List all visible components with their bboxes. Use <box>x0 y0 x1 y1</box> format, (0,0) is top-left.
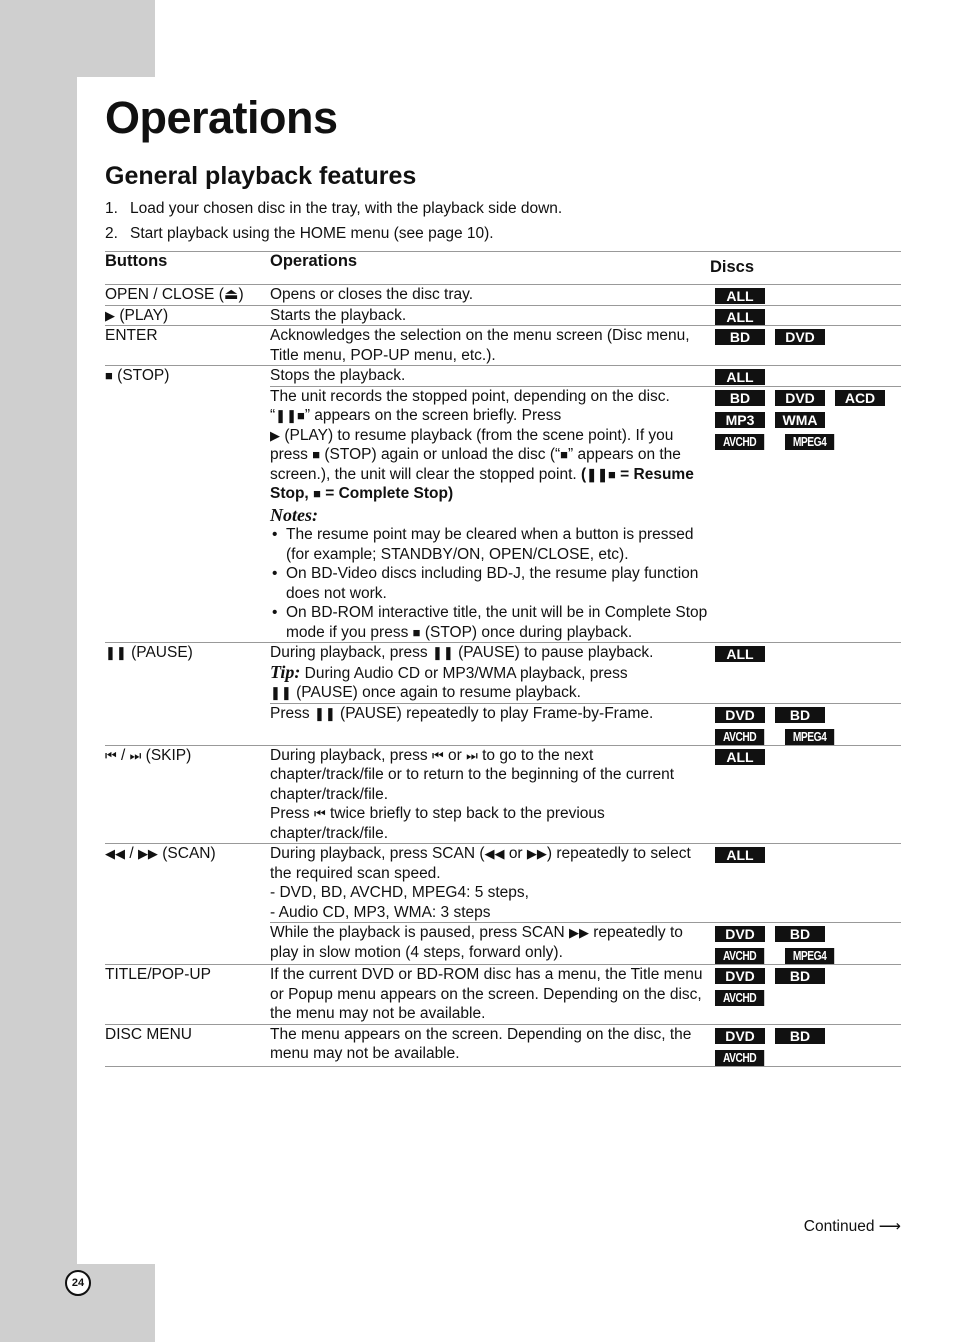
button-label: (STOP) <box>117 367 170 384</box>
button-label: (SCAN) <box>162 845 216 862</box>
disc-badge: ALL <box>715 749 765 765</box>
operation-cell <box>270 745 710 844</box>
text: During playback, press SCAN ( <box>270 845 485 862</box>
text: (PAUSE) once again to resume playback. <box>296 684 581 701</box>
operations-table <box>105 251 901 1067</box>
disc-badge: ALL <box>715 646 765 662</box>
pause-icon: ❚❚ <box>431 645 454 660</box>
table-row-title-popup <box>105 965 901 1025</box>
disc-badge: DVD <box>715 968 765 984</box>
button-cell: OPEN / CLOSE (⏏) <box>105 285 270 306</box>
disc-badge: BD <box>775 926 825 942</box>
text: ” appears on the screen.), the unit will clear the stopped point. <box>270 446 681 483</box>
table-row-play <box>105 305 901 326</box>
disc-badge: ALL <box>715 309 765 325</box>
resume-stop-icon: ❚❚■ <box>275 408 305 423</box>
table-row-disc-menu <box>105 1024 901 1066</box>
disc-badge: DVD <box>775 329 825 345</box>
page-title: Operations <box>105 92 338 143</box>
text: ) repeatedly to select the required scan speed. <box>270 845 691 882</box>
disc-badge: MPEG4 <box>785 434 834 450</box>
operation-cell <box>270 643 710 704</box>
discs-cell <box>710 285 901 306</box>
notes-heading: Notes: <box>270 504 318 525</box>
disc-badge: DVD <box>715 707 765 723</box>
text: ( <box>581 465 587 483</box>
stop-icon: ■ <box>412 624 421 640</box>
operation-cell: Stops the playback. <box>270 367 406 384</box>
step-number: 1. <box>105 200 118 217</box>
text: / <box>129 845 134 862</box>
header-operations: Operations <box>270 252 710 285</box>
discs-cell <box>710 305 901 326</box>
pause-icon: ❚❚ <box>105 645 127 660</box>
disc-badge: AVCHD <box>715 434 764 450</box>
table-header-row <box>105 252 901 285</box>
skip-back-icon: ⏮ <box>105 747 117 763</box>
disc-badge: ALL <box>715 288 765 304</box>
step-item <box>105 199 562 224</box>
discs-cell <box>710 643 901 704</box>
disc-badge: BD <box>775 707 825 723</box>
table-row-scan <box>105 844 901 923</box>
text: Continued <box>803 1218 875 1235</box>
button-label: (SKIP) <box>145 746 192 764</box>
text: (PLAY) to resume playback (from the scene point). If you press <box>270 426 674 463</box>
button-cell <box>105 844 270 965</box>
text: (STOP) again or unload the disc (“ <box>324 446 561 463</box>
fast-forward-icon: ▶▶ <box>526 846 547 861</box>
play-icon: ▶ <box>270 427 280 443</box>
header-discs: Discs <box>710 252 901 285</box>
skip-back-icon: ⏮ <box>313 806 326 821</box>
list-item: • The resume point may be cleared when a button is pressed (for example; STANDBY/ON, OPEN/CLOSE, etc). <box>270 525 710 564</box>
text: repeatedly to play in slow motion (4 steps, forward only). <box>270 924 683 961</box>
notes-list <box>270 525 710 642</box>
text: The unit records the stopped point, depending on the disc. “ <box>270 387 670 424</box>
table-row-open-close <box>105 285 901 306</box>
text: to go to the next chapter/track/file or to return to the beginning of the current chapter/track/file. <box>270 746 675 803</box>
operation-cell <box>270 386 710 643</box>
disc-badge: AVCHD <box>715 948 764 964</box>
button-label: (PAUSE) <box>131 644 193 661</box>
button-cell: ENTER <box>105 326 270 366</box>
discs-cell <box>710 386 901 643</box>
disc-badge: BD <box>775 968 825 984</box>
instruction-steps <box>105 199 562 249</box>
continued-label <box>804 1217 901 1236</box>
text: During playback, press <box>270 746 428 764</box>
text: = Resume Stop, <box>270 465 694 502</box>
button-cell <box>105 745 270 844</box>
operation-cell: Starts the playback. <box>270 305 710 326</box>
disc-badge: ALL <box>715 369 765 385</box>
operation-cell: Opens or closes the disc tray. <box>270 285 710 306</box>
rewind-icon: ◀◀ <box>105 846 125 861</box>
disc-badge: DVD <box>715 1028 765 1044</box>
disc-badge: DVD <box>775 390 825 406</box>
stop-icon: ■ <box>105 368 113 383</box>
stop-icon: ■ <box>560 447 569 462</box>
text: twice briefly to step back to the previous chapter/track/file. <box>270 805 605 842</box>
disc-badge: MPEG4 <box>785 948 834 964</box>
disc-badge: BD <box>715 390 765 406</box>
stop-icon: ■ <box>312 447 321 462</box>
text: (PAUSE) to pause playback. <box>458 644 654 661</box>
operation-cell: Acknowledges the selection on the menu screen (Disc menu, Title menu, POP-UP menu, etc.). <box>270 326 710 366</box>
page-margin-band-left <box>0 77 77 1264</box>
discs-cell <box>710 326 901 366</box>
disc-badge: MP3 <box>715 412 765 428</box>
skip-forward-icon: ⏭ <box>466 747 478 763</box>
button-cell <box>105 643 270 746</box>
discs-cell <box>710 844 901 923</box>
disc-badge: WMA <box>775 412 825 428</box>
button-cell: DISC MENU <box>105 1024 270 1066</box>
pause-icon: ❚❚ <box>313 705 336 721</box>
discs-cell <box>710 965 901 1025</box>
disc-badge: AVCHD <box>715 990 764 1006</box>
text: Press <box>270 805 310 822</box>
button-cell: TITLE/POP-UP <box>105 965 270 1025</box>
button-cell <box>105 366 270 643</box>
text: or <box>448 746 462 764</box>
fast-forward-icon: ▶▶ <box>137 846 158 861</box>
table-row-pause <box>105 643 901 704</box>
disc-badge: DVD <box>715 926 765 942</box>
step-text: Load your chosen disc in the tray, with the playback side down. <box>130 200 563 217</box>
operation-cell: If the current DVD or BD-ROM disc has a menu, the Title menu or Popup menu appears on the screen. Depending on the disc, the menu may not be available. <box>270 965 710 1025</box>
text: - Audio CD, MP3, WMA: 3 steps <box>270 903 491 921</box>
text: On BD-ROM interactive title, the unit will be in Complete Stop mode if you press <box>286 604 708 641</box>
operation-cell <box>270 923 710 965</box>
button-cell <box>105 305 270 326</box>
text: During playback, press <box>270 644 428 661</box>
list-item: • On BD-Video discs including BD-J, the resume play function does not work. <box>270 564 710 603</box>
page-number: 24 <box>65 1270 91 1296</box>
text: (PAUSE) repeatedly to play Frame-by-Frame. <box>340 704 654 722</box>
play-icon: ▶ <box>105 307 115 323</box>
tip-heading: Tip: <box>270 661 301 682</box>
text: = Complete Stop) <box>320 485 454 502</box>
disc-badge: ACD <box>835 390 885 406</box>
table-row-enter <box>105 326 901 366</box>
text: ” appears on the screen briefly. Press <box>304 407 562 424</box>
discs-cell <box>710 1024 901 1066</box>
disc-badge: AVCHD <box>715 1050 764 1066</box>
disc-badge: BD <box>715 329 765 345</box>
resume-stop-icon: ❚❚■ <box>586 466 616 482</box>
discs-cell <box>710 923 901 965</box>
operation-cell <box>270 844 710 923</box>
list-item <box>270 603 710 642</box>
step-item <box>105 224 562 249</box>
table-row-skip <box>105 745 901 844</box>
header-buttons: Buttons <box>105 252 270 285</box>
disc-badge: AVCHD <box>715 729 764 745</box>
text: (STOP) once during playback. <box>424 623 633 641</box>
text: While the playback is paused, press SCAN <box>270 924 565 941</box>
text: / <box>121 746 126 764</box>
discs-cell <box>710 745 901 844</box>
step-number: 2. <box>105 225 118 242</box>
disc-badge: ALL <box>715 847 765 863</box>
discs-cell <box>710 366 901 387</box>
operation-cell: The menu appears on the screen. Depending on the disc, the menu may not be available. <box>270 1024 710 1066</box>
pause-icon: ❚❚ <box>270 685 292 700</box>
text: - DVD, BD, AVCHD, MPEG4: 5 steps, <box>270 884 529 901</box>
arrow-right-icon: ⟶ <box>878 1218 901 1235</box>
button-label: (PLAY) <box>119 306 169 324</box>
page-margin-band-top <box>0 0 155 77</box>
table-row-stop <box>105 366 901 387</box>
disc-badge: MPEG4 <box>785 729 834 745</box>
text: or <box>508 845 523 862</box>
text: During Audio CD or MP3/WMA playback, press <box>304 664 628 682</box>
discs-cell <box>710 703 901 745</box>
step-text: Start playback using the HOME menu (see page 10). <box>130 225 494 242</box>
skip-back-icon: ⏮ <box>431 747 444 763</box>
fast-forward-icon: ▶▶ <box>568 925 589 940</box>
operation-cell <box>270 703 710 745</box>
rewind-icon: ◀◀ <box>484 846 505 861</box>
skip-forward-icon: ⏭ <box>129 747 142 763</box>
text: Press <box>270 704 310 722</box>
stop-icon: ■ <box>313 486 321 501</box>
section-heading: General playback features <box>105 162 417 190</box>
disc-badge: BD <box>775 1028 825 1044</box>
